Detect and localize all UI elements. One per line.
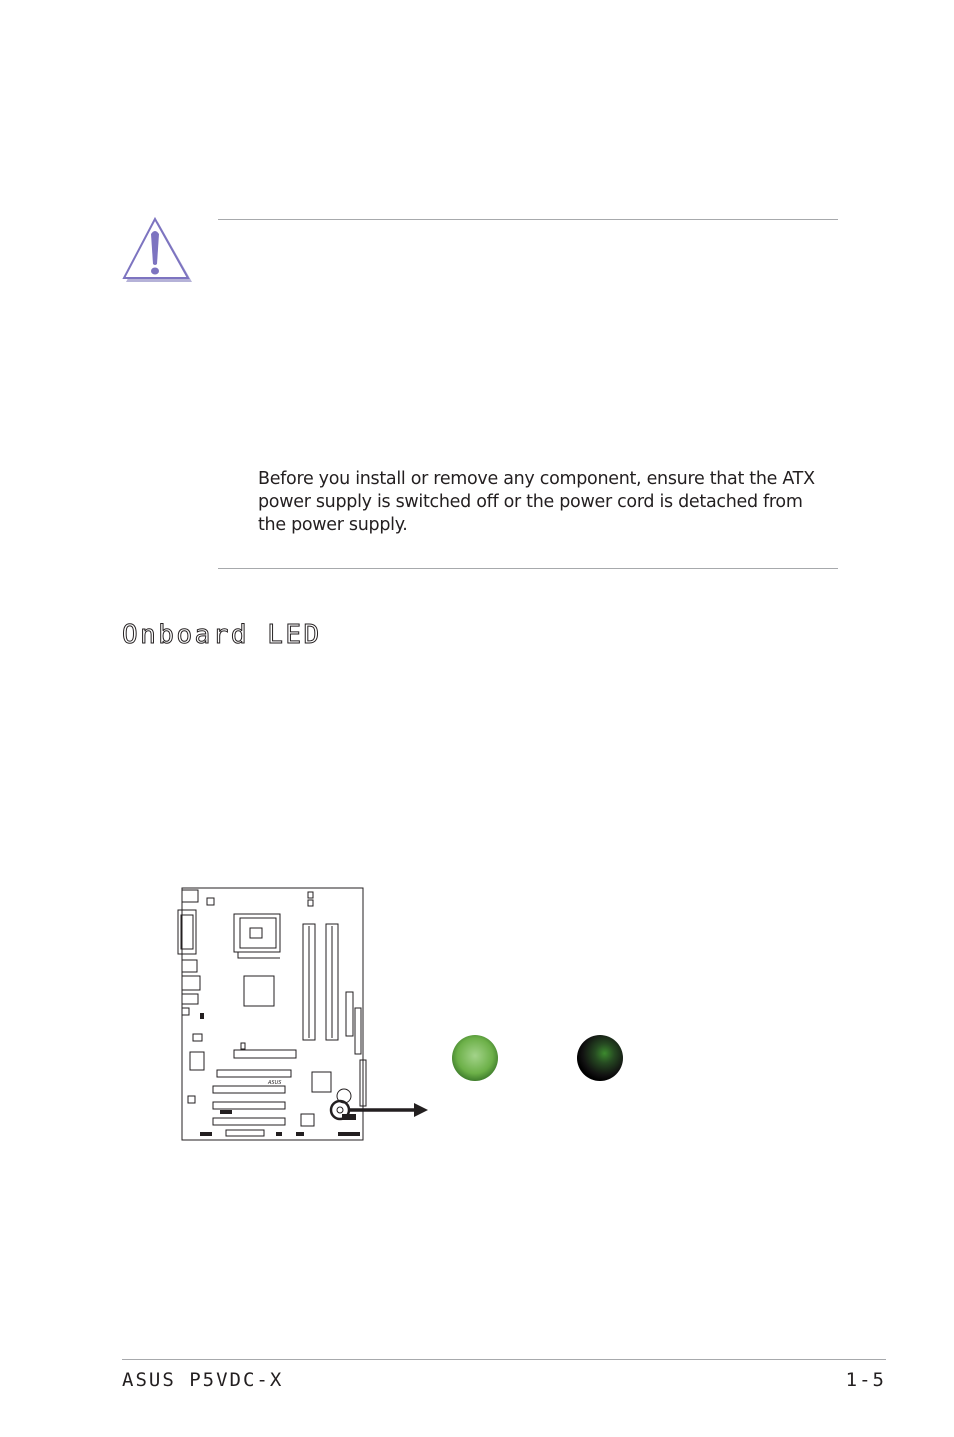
motherboard-diagram — [170, 880, 440, 1150]
footer-product-name: ASUS P5VDC-X — [122, 1369, 284, 1391]
caution-bottom-rule — [218, 568, 838, 569]
caution-top-rule — [218, 219, 838, 220]
led-on-icon — [450, 1034, 500, 1084]
caution-text: Before you install or remove any component, ensure that the ATX power supply is switched off or the power cord is detached from the power supply. — [258, 469, 815, 535]
led-off-icon — [575, 1033, 625, 1083]
caution-triangle-icon — [122, 216, 194, 286]
footer-page-number: 1-5 — [845, 1369, 886, 1391]
footer-rule — [122, 1359, 886, 1360]
section-title: Onboard LED — [122, 620, 322, 650]
board-logo: ASUS — [268, 1080, 282, 1086]
